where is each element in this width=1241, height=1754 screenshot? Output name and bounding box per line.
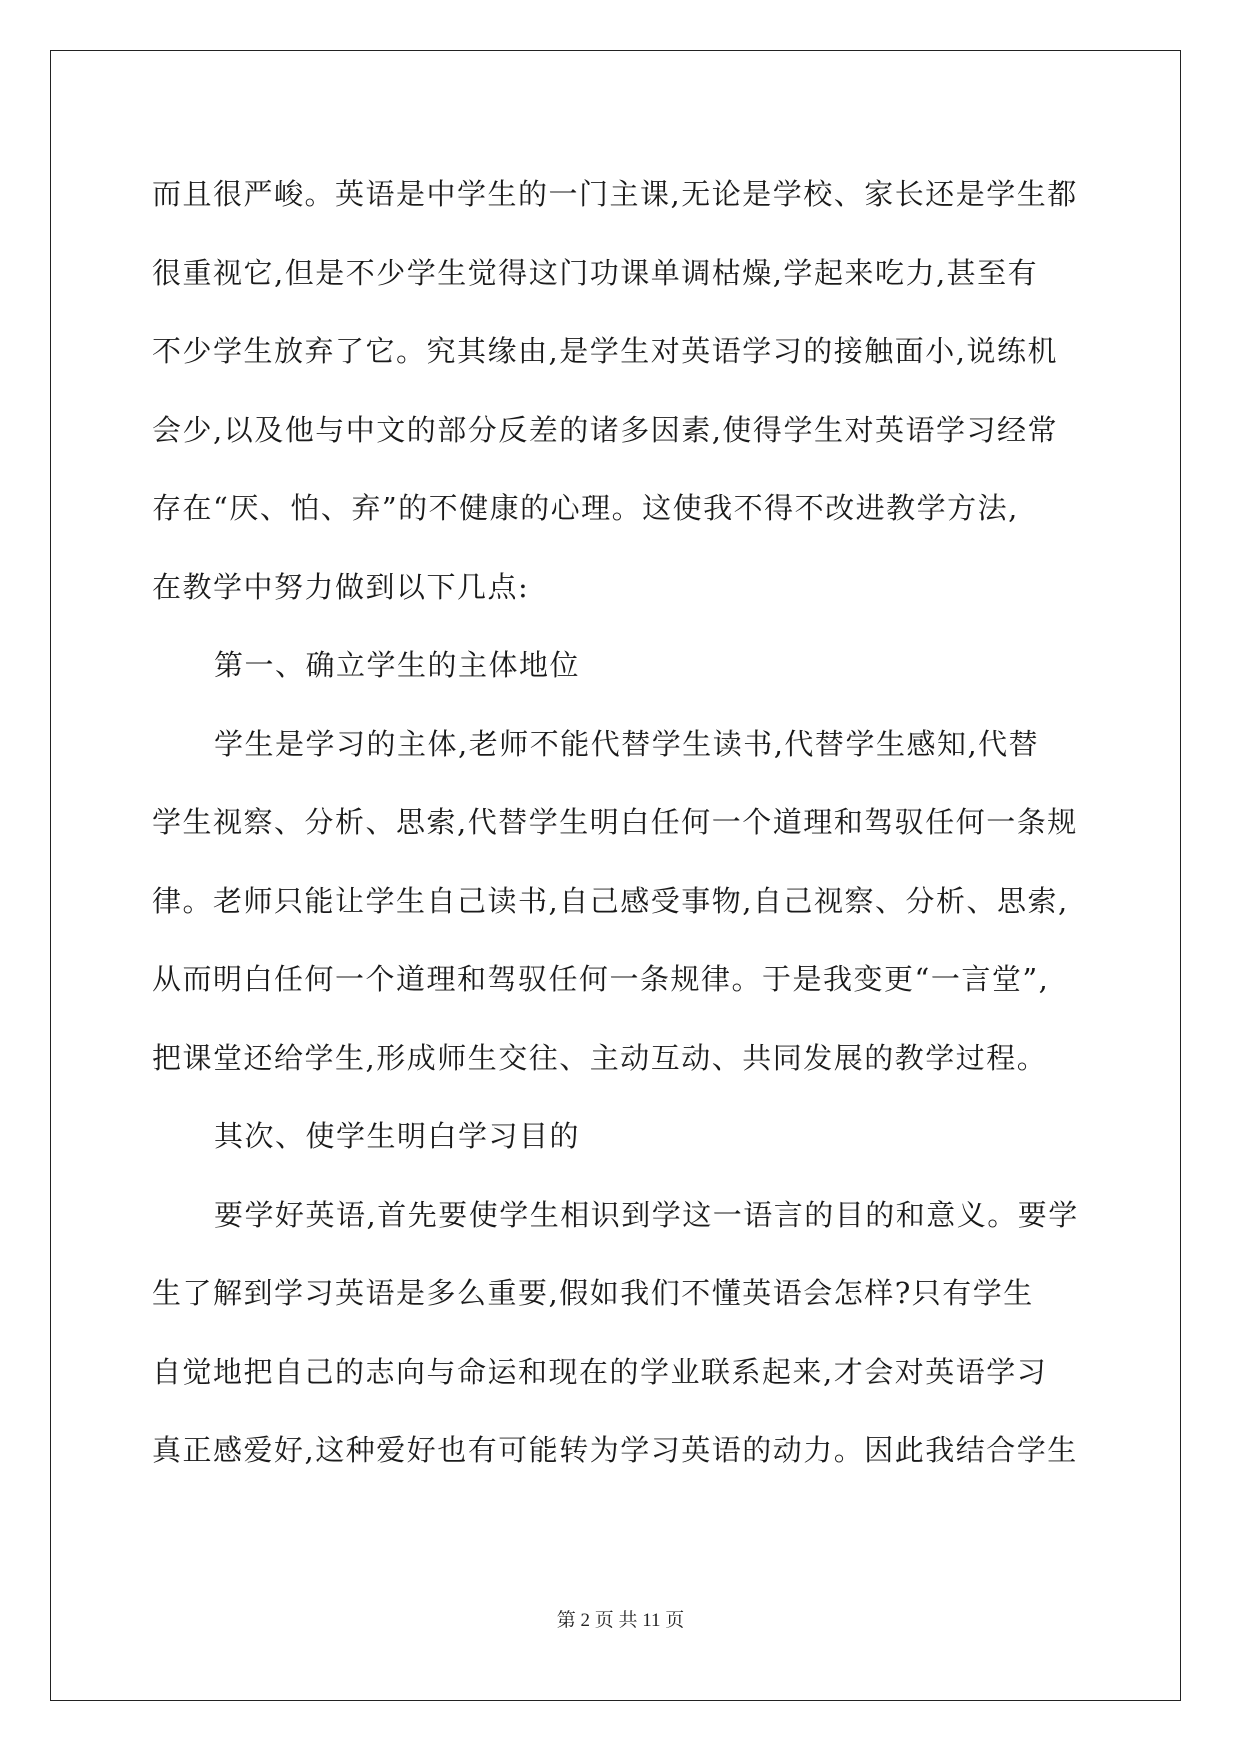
text-line: 律。老师只能让学生自己读书,自己感受事物,自己视察、分析、思索, (152, 883, 1069, 918)
text-line: 自觉地把自己的志向与命运和现在的学业联系起来,才会对英语学习 (152, 1354, 1048, 1389)
section-heading: 第一、确立学生的主体地位 (214, 648, 581, 682)
text-line: 生了解到学习英语是多么重要,假如我们不懂英语会怎样?只有学生 (152, 1276, 1034, 1310)
text-line: 学生是学习的主体,老师不能代替学生读书,代替学生感知,代替 (214, 726, 1040, 761)
page-number-footer: 第 2 页 共 11 页 (556, 1610, 685, 1631)
text-line: 不少学生放弃了它。究其缘由,是学生对英语学习的接触面小,说练机 (152, 334, 1058, 368)
text-line: 存在“厌、怕、弃”的不健康的心理。这使我不得不改进教学方法, (152, 491, 1019, 525)
text-line: 真正感爱好,这种爱好也有可能转为学习英语的动力。因此我结合学生 (152, 1433, 1078, 1467)
text-line: 把课堂还给学生,形成师生交往、主动互动、共同发展的教学过程。 (152, 1040, 1048, 1075)
text-line: 会少,以及他与中文的部分反差的诸多因素,使得学生对英语学习经常 (152, 412, 1058, 447)
text-line: 从而明白任何一个道理和驾驭任何一条规律。于是我变更“一言堂”, (152, 962, 1050, 996)
text-line: 而且很严峻。英语是中学生的一门主课,无论是学校、家长还是学生都 (152, 177, 1078, 211)
text-line: 要学好英语,首先要使学生相识到学这一语言的目的和意义。要学 (214, 1197, 1079, 1232)
text-line: 很重视它,但是不少学生觉得这门功课单调枯燥,学起来吃力,甚至有 (152, 255, 1039, 290)
text-line: 学生视察、分析、思索,代替学生明白任何一个道理和驾驭任何一条规 (152, 805, 1078, 839)
section-heading: 其次、使学生明白学习目的 (214, 1119, 581, 1153)
document-body (152, 155, 1082, 1490)
text-line: 在教学中努力做到以下几点: (152, 569, 530, 604)
